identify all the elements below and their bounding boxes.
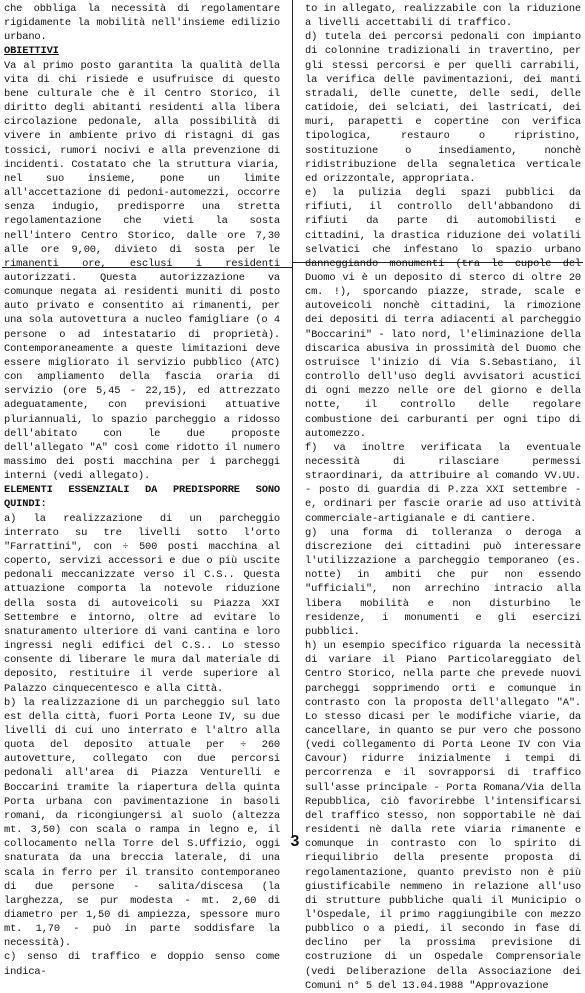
left-column bbox=[4, 2, 280, 979]
item-f-paragraph: f) va inoltre verificata la eventuale necessità di rilasciare permessi straordinari, da attribuire al comando VV.UU. - posto di guardia di P.zza XXI settembre - e, ordinari per fascie orarie ad uso attività commerciale-artigianale e di cantiere. bbox=[305, 441, 581, 525]
right-column bbox=[305, 2, 581, 993]
intro-paragraph: che obbliga la necessità di regolamentare rigidamente la mobilità nell'insieme edilizio urbano. bbox=[4, 3, 280, 44]
item-d-paragraph: d) tutela dei percorsi pedonali con impianto di colonnine tradizionali in travertino, per gli stessi percorsi e per quelli carrabili, la verifica delle pavimentazioni, dei manti stradali, delle cunette, delle sedi, delle catidoie, dei selciati, dei lastricati, dei muri, parapetti e copertine con verifica tipologica, restauro o ripristino, sostituzione o insediamento, nonchè ridistribuzione della segnaletica verticale ed orizzontale, appropriata. bbox=[305, 31, 581, 185]
item-g-paragraph: g) una forma di tolleranza o deroga a discrezione dei cittadini può interessare l'utilizzazione a parcheggio temporaneo (es. notte) in ambiti che pur non essendo "ufficiali", non arrechino intracio alla libera mobilità e non disturbino le residenze, i monumenti e gli esercizi pubblici. bbox=[305, 526, 581, 638]
objectives-heading: OBIETTIVI bbox=[4, 45, 59, 58]
essential-elements-heading: ELEMENTI ESSENZIALI DA PREDISPORRE SONO QUINDI: bbox=[4, 484, 280, 511]
objectives-paragraph: Va al primo posto garantita la qualità della vita di chi risiede e usufruisce di questo bene culturale che è il Centro Storico, il diritto degli abitanti residenti alla libera circolazione pedonale, alla possibilità di vivere in ambiente privo di ristagni di gas tossici, rumori nocivi e alla prevenzione di incidenti. Costatato che la struttura viaria, nel suo insieme, pone un limite all'accettazione di pedoni-automezzi, occorre senza indugio, predisporre una stretta regolamentazione che vieti la sosta nell'intero Centro Storico, dalle ore 7,30 alle ore 9,00, divieto di sosta per le rimanenti ore, esclusi i residenti autorizzati. Questa autorizzazione va comunque negata ai residenti muniti di posto auto privato e consentito ai rimanenti, per una sola autovettura a nucleo famigliare (o 4 persone o ad intestatario di proprietà). Contemporaneamente a queste limitazioni deve essere migliorato il servizio pubblico (ATC) con ampliamento della fascia oraria di servizio (ore 5,45 - 22,15), ed attrezzato adeguatamente, con previsioni attuative pluriannuali, lo spazio parcheggio a ridosso dell'abitato con le due proposte dell'allegato "A" così come ridotto il numero massimo dei posti macchina per i parcheggi interni (vedi allegato). bbox=[4, 59, 280, 483]
item-c-end-paragraph: to in allegato, realizzabile con la riduzione a livelli accettabili di traffico. bbox=[305, 3, 581, 30]
item-b-paragraph: b) la realizzazione di un parcheggio sul lato est della città, fuori Porta Leone IV, su due livelli di cui uno interrato e l'altro alla quota del deposito attuale per ÷ 260 autovetture, collegato con due percorsi pedonali all'area di Piazza Venturelli e Boccarini tramite la riapertura della quinta Porta urbana con pavimentazione in basoli romani, da ricongiungersi al suolo (altezza mt. 3,50) con scala o rampa in legno e, il collocamento nella Torre del S.Uffizio, oggi snaturata da una breccia laterale, di una scala in ferro per il transito contemporaneo di due persone - salita/discesa (la larghezza, se pur modesta - mt. 2,60 di diametro per 1,50 di ampiezza, spessore muro mt. 1,70 - può in parte soddisfare la necessità). bbox=[4, 696, 280, 950]
item-h-paragraph: h) un esempio specifico riguarda la necessità di variare il Piano Particolareggiato del Centro Storico, nella parte che prevede nuovi parcheggi sopprimendo orti e comunque in contrasto con la proposta dell'allegato "A". Lo stesso dicasi per le modifiche viarie, da cancellare, in quanto se pur vero che possono (vedi collegamento di Porta Leone IV con Via Cavour) ridurre inizialmente i tempi di percorrenza e il sovrapporsi di traffico sull'asse principale - Porta Romana/Via della Repubblica, ciò favorirebbe l'intensificarsi del traffico stesso, non sopportabile nè dai residenti nè dalla rete viaria rimanente e comunque in contrasto con lo spirito di riequilibrio della presente proposta di regolamentazione, quanto previsto non è più giustificabile nemmeno in relazione all'uso di strutture pubbliche quali il Municipio o l'Ospedale, il primo raggiungibile con mezzo pubblico o a piedi, il secondo in fase di declino per la prossima previsione di costruzione di un Ospedale Comprensoriale (vedi Deliberazione della Associazione dei Comuni n° 5 del 13.04.1988 "Approvazione bbox=[305, 640, 581, 992]
item-e-paragraph: e) la pulizia degli spazi pubblici da rifiuti, il controllo dell'abbandono di rifiuti da parte di automobilisti e cittadini, la drastica riduzione dei volatili selvatici che infestano lo spazio urbano danneggiando monumenti (tra le cupole del Duomo vi è un deposito di sterco di oltre 20 cm. !), sporcando piazze, strade, scale e autoveicoli nonchè cittadini, la rimozione dei depositi di terra adiacenti al parcheggio "Boccarini" - lato nord, l'eliminazione della discarica abusiva in prossimità del Duomo che ostruisce l'inizio di Via S.Sebastiano, il controllo dell'uso degli avvisatori acustici di ogni mezzo nelle ore del giorno e della notte, il controllo delle regolare combustione dei carburanti per ogni tipo di automezzo. bbox=[305, 187, 581, 440]
item-a-paragraph: a) la realizzazione di un parcheggio interrato su tre livelli sotto l'orto "Farrattini", con ÷ 500 posti macchina al coperto, servizi accessori e due o più uscite pedonali meccanizzate verso il C.S.. Questa attuazione comporta la notevole riduzione della sosta di autoveicoli su Piazza XXI Settembre e intorno, oltre ad evitare lo snaturamento ulteriore di vani cantina e loro ingressi negli edifici del C.S.. Lo stesso consente di liberare le mura dal materiale di deposito, restituire il verde superiore al Palazzo cinquecentesco e alla Città. bbox=[4, 512, 280, 695]
page-number: 3 bbox=[290, 833, 300, 850]
column-divider bbox=[292, 0, 293, 838]
item-c-start-paragraph: c) senso di traffico e doppio senso come indica- bbox=[4, 951, 280, 978]
